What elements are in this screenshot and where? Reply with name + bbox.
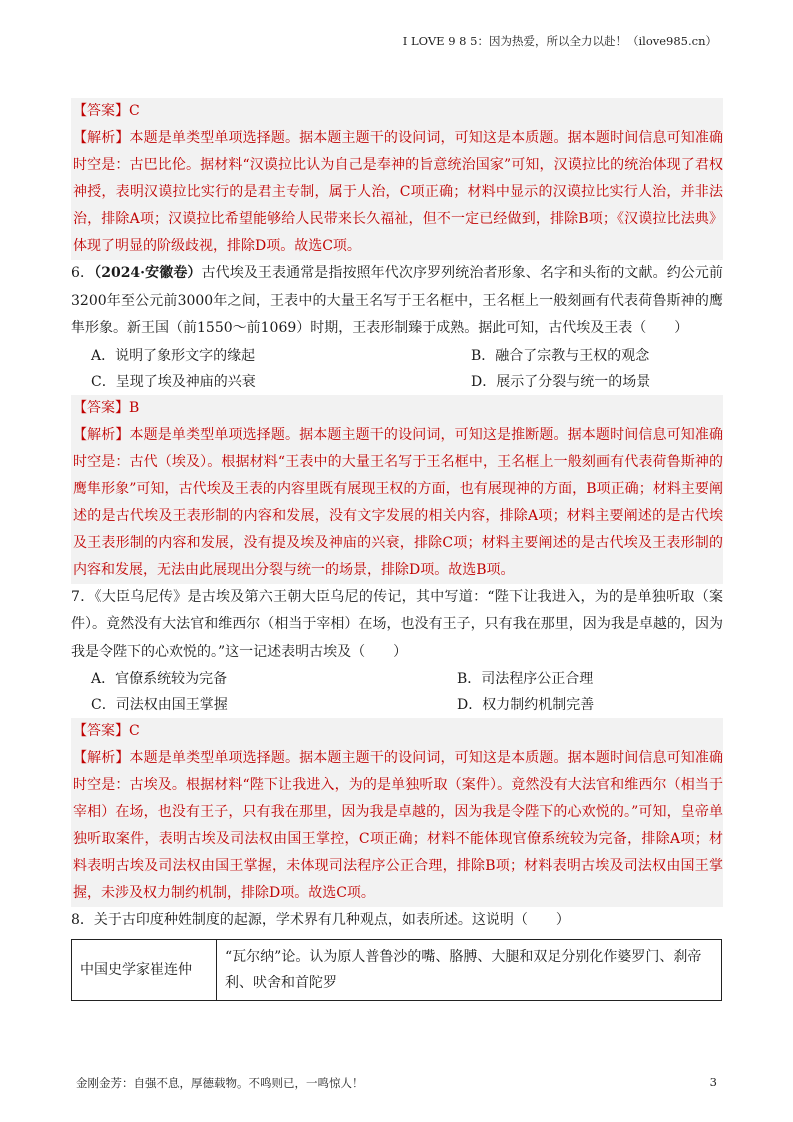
- option-d: D．展示了分裂与统一的场景: [471, 373, 651, 390]
- options-grid: [71, 343, 723, 395]
- answer-label: 【答案】B: [73, 399, 140, 416]
- option-d: D．权力制约机制完善: [457, 697, 595, 713]
- answer-block-q7: [71, 718, 723, 907]
- view-cell: “瓦尔纳”论。认为原人普鲁沙的嘴、胳膊、大腿和双足分别化作婆罗门、刹帝利、吠舍和首陀罗: [217, 939, 722, 1000]
- question-text: 古代埃及王表通常是指按照年代次序罗列统治者形象、名字和头衔的文献。约公元前3200年至公元前3000年之间，王表中的大量王名写于王名框中，王名框上一般刻画有代表荷鲁斯神的鹰隼形象。新王国（前1550～前1069）时期，王表形制臻于成熟。据此可知，古代埃及王表（ ）: [71, 265, 723, 336]
- footer-motto: 金刚金芳：自强不息，厚德载物。不鸣则已，一鸣惊人！: [76, 1076, 364, 1090]
- answer-label: 【答案】C: [73, 723, 140, 739]
- answer-label: 【答案】C: [73, 103, 140, 119]
- page-number: 3: [709, 1075, 717, 1089]
- option-a: A．官僚系统较为完备: [91, 671, 228, 687]
- option-c: C．司法权由国王掌握: [91, 697, 228, 713]
- table-row: [72, 939, 722, 1000]
- question-number: 8．: [71, 912, 94, 928]
- question-stem: [71, 584, 723, 667]
- scholar-cell: 中国史学家崔连仲: [72, 939, 217, 1000]
- source-table: [71, 939, 722, 1001]
- question-6: [71, 260, 723, 395]
- option-b: B．融合了宗教与王权的观念: [471, 347, 650, 364]
- question-source: （2024·安徽卷）: [94, 265, 202, 281]
- option-c: C．呈现了埃及神庙的兴衰: [91, 373, 256, 390]
- page-header: I LOVE 9 8 5：因为热爱，所以全力以赴！（ilove985.cn）: [402, 34, 717, 48]
- option-a: A．说明了象形文字的缘起: [91, 347, 256, 364]
- question-number: 6．: [71, 265, 95, 281]
- analysis-text: 【解析】本题是单类型单项选择题。据本题主题干的设问词，可知这是本质题。据本题时间信息可知准确时空是：古埃及。根据材料“陛下让我进入，为的是单独听取（案件）。竟然没有大法官和维西尔（相当于宰相）在场，也没有王子，只有我在那里，因为我是卓越的，因为我是令陛下的心欢悦的。”可知，皇帝单独听取案件，表明古埃及司法权由国王掌控，C项正确；材料不能体现官僚系统较为完备，排除A项；材料表明古埃及司法权由国王掌握，未体现司法程序公正合理，排除B项；材料表明古埃及司法权由国王掌握，未涉及权力制约机制，排除D项。故选C项。: [73, 750, 723, 901]
- question-stem: [71, 907, 723, 935]
- answer-block-q5: [71, 98, 723, 260]
- option-b: B．司法程序公正合理: [457, 671, 594, 687]
- analysis-text: 【解析】本题是单类型单项选择题。据本题主题干的设问词，可知这是推断题。据本题时间信息可知准确时空是：古代（埃及）。根据材料“王表中的大量王名写于王名框中，王名框上一般刻画有代表荷鲁斯神的鹰隼形象”可知，古代埃及王表的内容里既有展现王权的方面，也有展现神的方面，B项正确；材料主要阐述的是古代埃及王表形制的内容和发展，没有文字发展的相关内容，排除A项；材料主要阐述的是古代埃及王表形制的内容和发展，没有提及埃及神庙的兴衰，排除C项；材料主要阐述的是古代埃及王表形制的内容和发展，无法由此展现出分裂与统一的场景，排除D项。故选B项。: [73, 426, 723, 578]
- question-7: [71, 584, 723, 719]
- page-content: [71, 98, 723, 1001]
- question-number: 7．: [71, 588, 95, 605]
- question-8: [71, 907, 723, 1001]
- options-grid: [71, 666, 723, 718]
- question-stem: [71, 260, 723, 343]
- analysis-text: 【解析】本题是单类型单项选择题。据本题主题干的设问词，可知这是本质题。据本题时间信息可知准确时空是：古巴比伦。据材料“汉谟拉比认为自己是奉神的旨意统治国家”可知，汉谟拉比的统治体现了君权神授，表明汉谟拉比实行的是君主专制，属于人治，C项正确；材料中显示的汉谟拉比实行人治，并非法治，排除A项；汉谟拉比希望能够给人民带来长久福祉，但不一定已经做到，排除B项；《汉谟拉比法典》体现了明显的阶级歧视，排除D项。故选C项。: [73, 130, 723, 254]
- question-text: 关于古印度种姓制度的起源，学术界有几种观点，如表所述。这说明（ ）: [93, 912, 570, 928]
- question-text: 《大臣乌尼传》是古埃及第六王朝大臣乌尼的传记，其中写道：“陛下让我进入，为的是单独听取（案件）。竟然没有大法官和维西尔（相当于宰相）在场，也没有王子，只有我在那里，因为我是卓越的，因为我是令陛下的心欢悦的。”这一记述表明古埃及（ ）: [71, 588, 723, 660]
- answer-block-q6: [71, 395, 723, 584]
